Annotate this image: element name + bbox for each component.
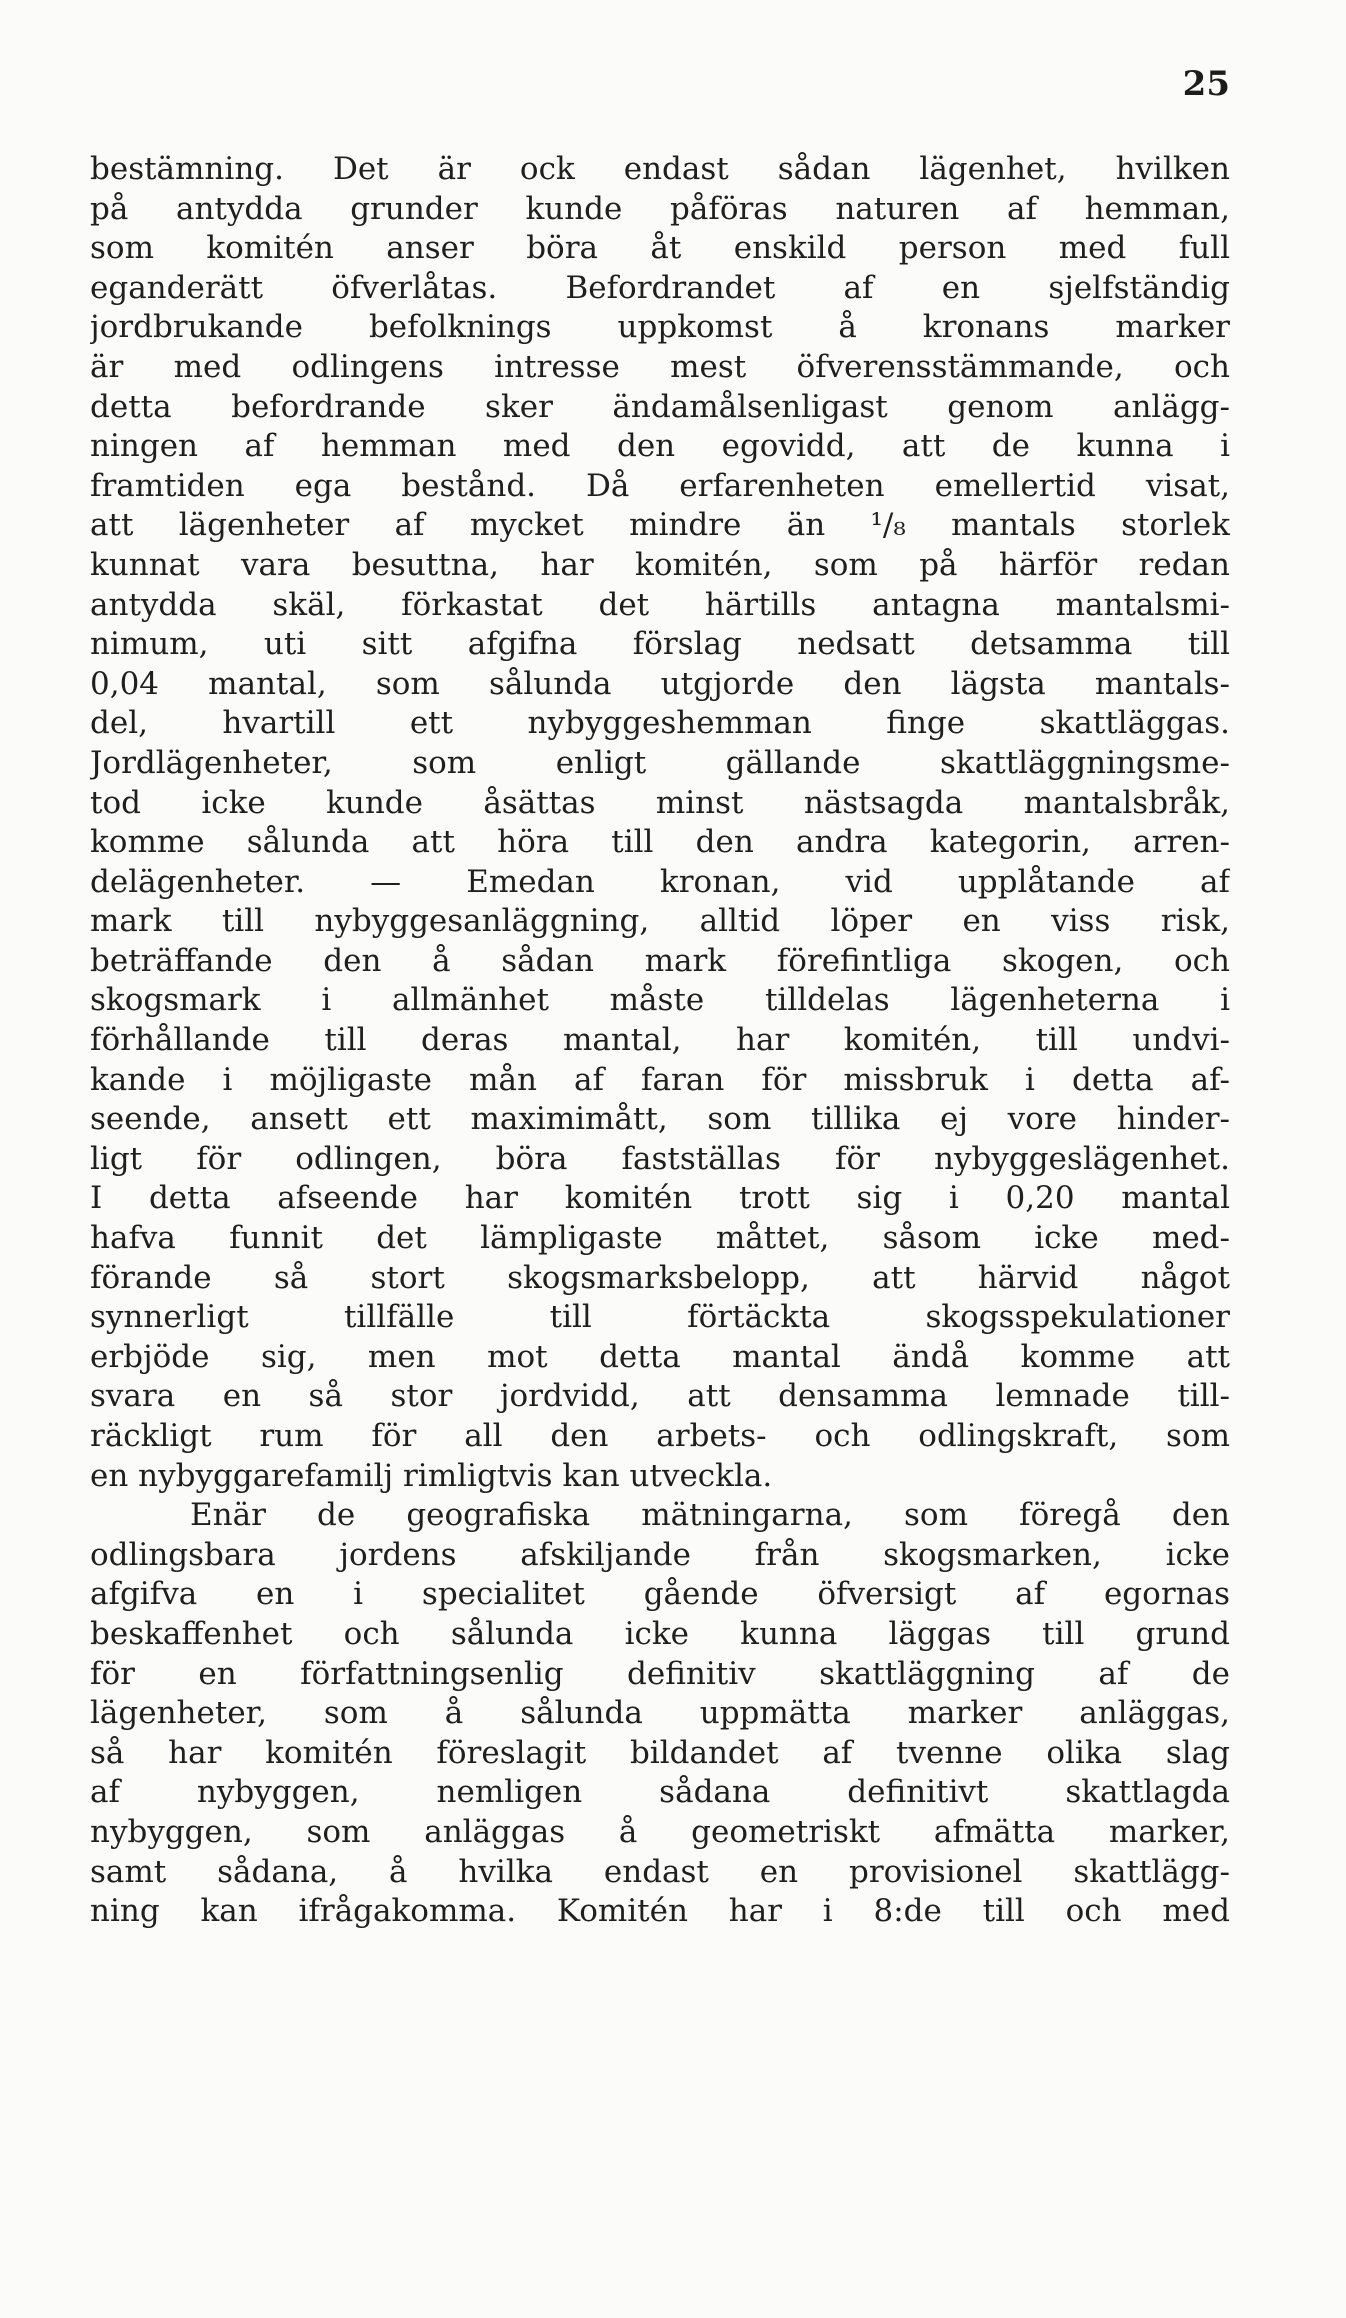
text-line: ligt för odlingen, böra fastställas för nybyggeslägenhet.	[90, 1140, 1230, 1177]
text-line: för en författningsenlig definitiv skattläggning af de	[90, 1655, 1230, 1692]
text-line: bestämning. Det är ock endast sådan lägenhet, hvilken	[90, 151, 1230, 187]
text-line-paragraph-start: Enär de geografiska mätningarna, som föregå den	[190, 1497, 1230, 1534]
text-line: framtiden ega bestånd. Då erfarenheten emellertid visat,	[90, 467, 1230, 504]
text-line: hafva funnit det lämpligaste måttet, såsom icke med-	[90, 1220, 1230, 1257]
text-line: erbjöde sig, men mot detta mantal ändå komme att	[90, 1338, 1230, 1375]
text-line: delägenheter. — Emedan kronan, vid upplåtande af	[90, 863, 1230, 900]
text-line: synnerligt tillfälle till förtäckta skogsspekulationer	[90, 1299, 1230, 1336]
text-line: 0,04 mantal, som sålunda utgjorde den lägsta mantals-	[90, 665, 1230, 702]
text-line: detta befordrande sker ändamålsenligast genom anlägg-	[90, 388, 1230, 425]
text-line: kande i möjligaste mån af faran för missbruk i detta af-	[90, 1061, 1230, 1098]
text-line: på antydda grunder kunde påföras naturen af hemman,	[90, 190, 1230, 227]
text-line: kunnat vara besuttna, har komitén, som på härför redan	[90, 546, 1230, 583]
text-line: del, hvartill ett nybyggeshemman finge skattläggas.	[90, 705, 1230, 742]
text-line: skogsmark i allmänhet måste tilldelas lägenheterna i	[90, 982, 1230, 1019]
text-line: förande så stort skogsmarksbelopp, att härvid något	[90, 1259, 1230, 1296]
text-line: ning kan ifrågakomma. Komitén har i 8:de till och med	[90, 1893, 1230, 1930]
text-line: beträffande den å sådan mark förefintliga skogen, och	[90, 942, 1230, 979]
text-line: af nybyggen, nemligen sådana definitivt skattlagda	[90, 1774, 1230, 1811]
text-line: komme sålunda att höra till den andra kategorin, arren-	[90, 824, 1230, 861]
text-line: antydda skäl, förkastat det härtills antagna mantalsmi-	[90, 586, 1230, 623]
text-line: afgifva en i specialitet gående öfversigt af egornas	[90, 1576, 1230, 1613]
text-line: är med odlingens intresse mest öfverensstämmande, och	[90, 348, 1230, 385]
text-line: samt sådana, å hvilka endast en provisionel skattlägg-	[90, 1853, 1230, 1890]
text-line: Jordlägenheter, som enligt gällande skattläggningsme-	[90, 744, 1230, 781]
text-line: nimum, uti sitt afgifna förslag nedsatt detsamma till	[90, 626, 1230, 663]
text-line: eganderätt öfverlåtas. Befordrandet af en sjelfständig	[90, 269, 1230, 306]
text-line: beskaffenhet och sålunda icke kunna läggas till grund	[90, 1615, 1230, 1652]
text-line: odlingsbara jordens afskiljande från skogsmarken, icke	[90, 1536, 1230, 1573]
text-line-paragraph-end: en nybyggarefamilj rimligtvis kan utveckla.	[90, 1457, 773, 1494]
text-line: förhållande till deras mantal, har komitén, till undvi-	[90, 1022, 1230, 1059]
text-line: mark till nybyggesanläggning, alltid löper en viss risk,	[90, 903, 1230, 940]
text-line: svara en så stor jordvidd, att densamma lemnade till-	[90, 1378, 1230, 1415]
text-line: räckligt rum för all den arbets- och odlingskraft, som	[90, 1418, 1230, 1454]
text-line: jordbrukande befolknings uppkomst å kronans marker	[90, 309, 1230, 346]
page-number: 25	[1182, 64, 1230, 104]
body-text	[90, 150, 1230, 1932]
text-line: så har komitén föreslagit bildandet af tvenne olika slag	[90, 1734, 1230, 1771]
text-line: lägenheter, som å sålunda uppmätta marker anläggas,	[90, 1695, 1230, 1732]
text-line: att lägenheter af mycket mindre än ¹/₈ mantals storlek	[90, 507, 1230, 544]
text-line: I detta afseende har komitén trott sig i 0,20 mantal	[90, 1180, 1230, 1217]
text-line: tod icke kunde åsättas minst nästsagda mantalsbråk,	[90, 784, 1230, 821]
text-line: som komitén anser böra åt enskild person med full	[90, 230, 1230, 267]
text-line: seende, ansett ett maximimått, som tillika ej vore hinder-	[90, 1101, 1230, 1138]
text-line: ningen af hemman med den egovidd, att de kunna i	[90, 428, 1230, 465]
text-line: nybyggen, som anläggas å geometriskt afmätta marker,	[90, 1813, 1230, 1850]
